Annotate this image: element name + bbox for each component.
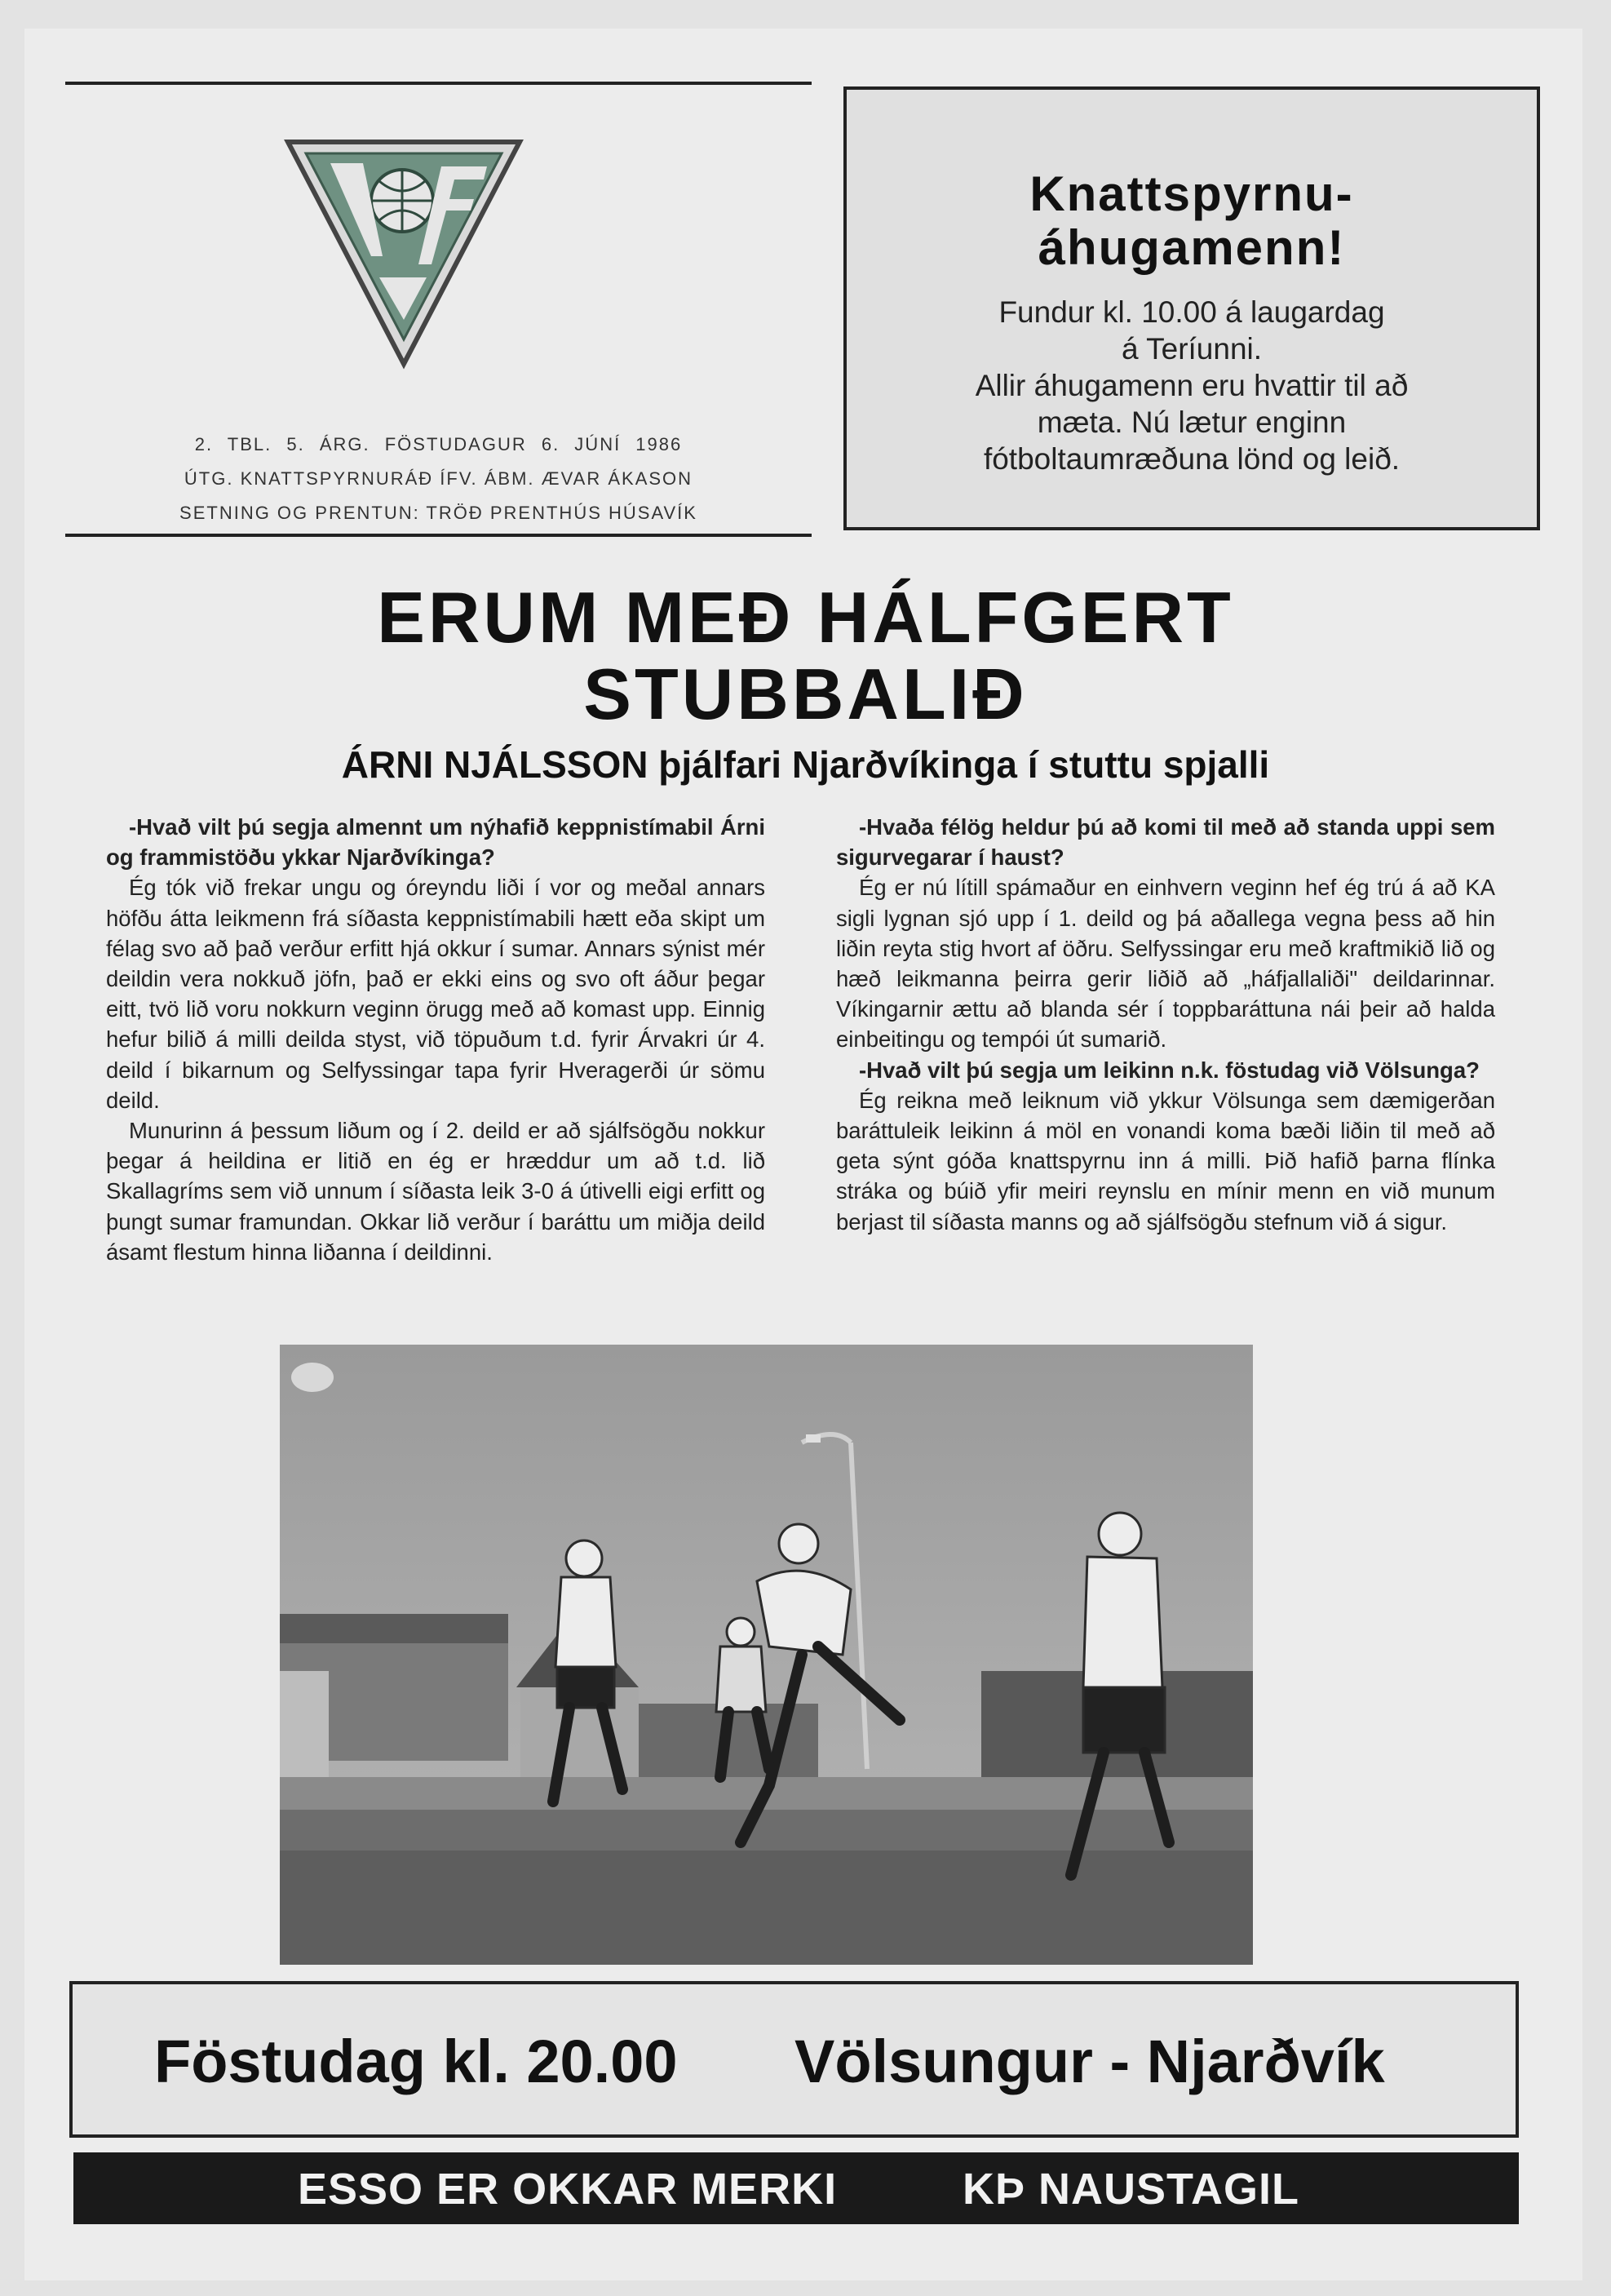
interview-answer: Ég tók við frekar ungu og óreyndu liði í vor og meðal annars höfðu átta leikmenn frá síðasta keppnistímabili hætt eða skipt um félag svo að það verður erfitt hjá okkur í sumar. Annars sýnist mér deildin vera nokkuð jöfn, það er ekki eins og svo oft áður þegar eitt, tvö lið voru nokkurn veginn örugg með að komast upp. Einnig hefur bilið á milli deilda styst, við töpuðum t.d. fyrir Árvakri úr 4. deild í bikarnum og Selfyssingar tapa fyrir Hveragerði úr sömu deild. (106, 875, 765, 1113)
football-match-photo (280, 1345, 1253, 1965)
issue-info: 2. TBL. 5. ÁRG. FÖSTUDAGUR 6. JÚNÍ 1986 (194, 434, 683, 454)
notice-title-line-2: áhugamenn! (1038, 220, 1346, 275)
club-logo-icon (281, 134, 526, 370)
notice-line: mæta. Nú lætur enginn (1037, 406, 1347, 439)
notice-line: Fundur kl. 10.00 á laugardag (998, 295, 1385, 329)
masthead (65, 82, 812, 537)
notice-title (847, 167, 1537, 275)
sponsor-right: KÞ NAUSTAGIL (963, 2165, 1299, 2214)
headline-line-2: STUBBALIÐ (583, 654, 1028, 734)
article-column-right (836, 812, 1495, 1237)
notice-body (896, 294, 1488, 477)
interview-question: -Hvað vilt þú segja almennt um nýhafið keppnistímabil Árni og frammistöðu ykkar Njarðvíkinga? (106, 814, 765, 871)
printer-info: SETNING OG PRENTUN: TRÖÐ PRENTHÚS HÚSAVÍK (179, 503, 697, 523)
sponsor-footer (73, 2152, 1519, 2224)
article-subheadline: ÁRNI NJÁLSSON þjálfari Njarðvíkinga í stuttu spjalli (341, 743, 1270, 786)
article-column-left (106, 812, 765, 1267)
notice-title-line-1: Knattspyrnu- (1029, 166, 1354, 221)
meeting-notice (843, 86, 1540, 530)
interview-answer: Munurinn á þessum liðum og í 2. deild er að sjálfsögðu nokkur þegar á heildina er litið en ég er hræddur um að t.d. lið Skallagríms sem við unnum í síðasta leik 3-0 á útivelli eigi erfitt og þungt sumar framundan. Okkar lið verður í baráttu um miðja deild ásamt flestum hinna liðanna í deildinni. (106, 1118, 765, 1265)
interview-question: -Hvaða félög heldur þú að komi til með að standa uppi sem sigurvegarar í haust? (836, 814, 1495, 871)
match-time: Föstudag kl. 20.00 (154, 2028, 678, 2095)
interview-answer: Ég reikna með leiknum við ykkur Völsunga sem dæmigerðan baráttuleik leikinn á möl en vonandi koma bæði liðin til með að geta sýnt góða knattspyrnu inn á milli. Þið hafið þarna flínka stráka og búið yfir meiri reynslu en mínir menn en við munum berjast til síðasta manns og að sjálfsögðu stefnum við á sigur. (836, 1087, 1495, 1234)
match-teams: Völsungur - Njarðvík (794, 2028, 1385, 2095)
interview-question: -Hvað vilt þú segja um leikinn n.k. föstudag við Völsunga? (859, 1057, 1480, 1083)
article-headline (0, 579, 1611, 733)
interview-answer: Ég er nú lítill spámaður en einhvern veginn hef ég trú á að KA sigli lygnan sjó upp í 1. deild og þá aðallega vegna þess að hin liðin reyta stig hvort af öðru. Selfyssingar eru með kraftmikið lið og hæð leikmanna þeirra gerir liðið að „háfjallaliði" deildarinnar. Víkingarnir ættu að blanda sér í toppbaráttuna nái þeir að halda einbeitingu og tempói út sumarið. (836, 875, 1495, 1053)
notice-line: fótboltaumræðuna lönd og leið. (983, 442, 1401, 476)
publisher-info: ÚTG. KNATTSPYRNURÁÐ ÍFV. ÁBM. ÆVAR ÁKASON (184, 468, 693, 489)
notice-line: Allir áhugamenn eru hvattir til að (975, 369, 1409, 402)
notice-line: á Teríunni. (1121, 332, 1263, 366)
headline-line-1: ERUM MEÐ HÁLFGERT (377, 577, 1234, 658)
sponsor-left: ESSO ER OKKAR MERKI (298, 2165, 838, 2214)
match-banner (69, 1981, 1519, 2138)
